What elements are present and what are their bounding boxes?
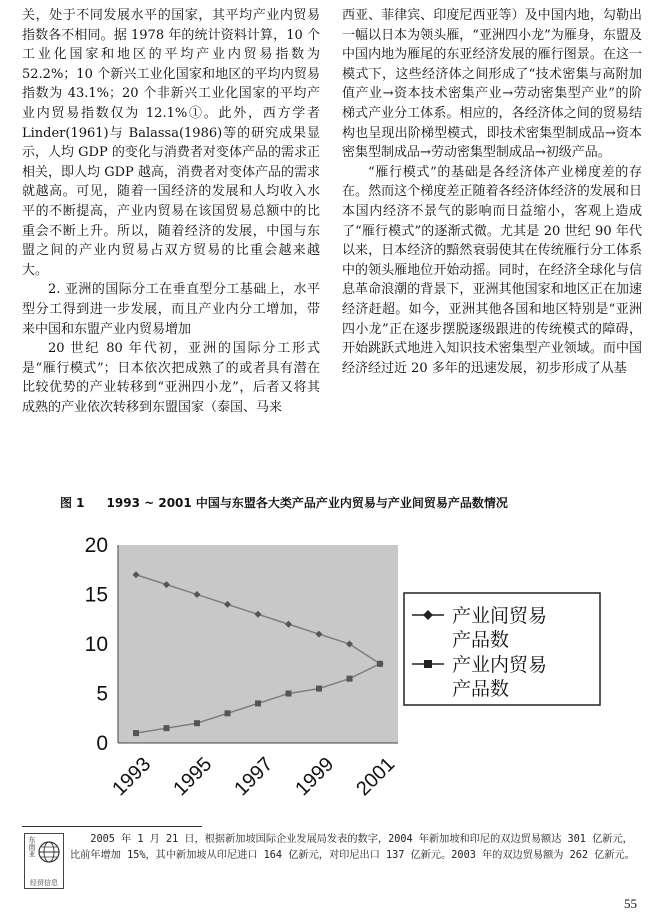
legend-label-inter-line2: 产品数 xyxy=(452,629,510,651)
x-tick-label: 1999 xyxy=(291,753,339,801)
paragraph: 2. 亚洲的国际分工在垂直型分工基础上，水平型分工得到进一步发展，而且产业内分工增加，带来中国和东盟产业内贸易增加 xyxy=(22,282,320,337)
line-chart xyxy=(60,528,620,820)
data-point-series-1 xyxy=(194,720,200,726)
x-tick-label: 2001 xyxy=(352,753,400,801)
data-point-series-1 xyxy=(133,730,139,736)
data-point-series-1 xyxy=(377,661,383,667)
y-tick-label: 5 xyxy=(96,682,108,706)
footnote-text: 2005 年 1 月 21 日，根据新加坡国际企业发展局发表的数字，2004 年新加坡和印尼的双边贸易额达 301 亿新元，比前年增加 15%，其中新加坡从印尼进口 164 亿新元，对印尼出口 137 亿新元。2003 年的双边贸易额为 262 亿新元。 xyxy=(70,834,635,861)
paragraph: 20 世纪 80 年代初，亚洲的国际分工形式是“雁行模式”；日本依次把成熟了的或者具有潜在比较优势的产业转移到“亚洲四小龙”，后者又将其成熟的产业依次转移到东盟国家（泰国、马来 xyxy=(22,341,320,415)
footnote-divider xyxy=(22,826,202,827)
chart-legend xyxy=(404,593,600,705)
seal-vertical-text: 东南亚 xyxy=(28,836,36,857)
y-tick-label: 0 xyxy=(96,732,108,755)
paragraph: 西亚、菲律宾、印度尼西亚等）及中国内地，勾勒出一幅以日本为领头雁，“亚洲四小龙”为雁身，东盟及中国内地为雁尾的东亚经济发展的雁行图景。在这一模式下，这些经济体之间形成了“技术密集与高附加值产业→资本技术密集产业→劳动密集型产业”的阶梯式产业分工体系。相应的，各经济体之间的贸易结构也呈现出阶梯型模式，即技术密集型制成品→资本密集型制成品→劳动密集型制成品→初级产品。 xyxy=(342,8,642,161)
globe-icon xyxy=(37,840,61,864)
y-tick-label: 10 xyxy=(84,633,108,656)
y-tick-label: 15 xyxy=(84,583,108,607)
journal-seal-logo xyxy=(24,833,64,889)
legend-label-intra-line2: 产品数 xyxy=(452,678,510,700)
x-tick-label: 1995 xyxy=(169,753,217,801)
data-point-series-1 xyxy=(255,700,261,706)
x-tick-label: 1997 xyxy=(230,753,278,801)
figure-title: 1993 ~ 2001 中国与东盟各大类产品产业内贸易与产业间贸易产品数情况 xyxy=(106,496,508,510)
data-point-series-1 xyxy=(347,676,353,682)
data-point-series-1 xyxy=(164,725,170,731)
right-text-column xyxy=(342,6,642,378)
page-number: 55 xyxy=(624,896,637,911)
left-text-column xyxy=(22,6,320,417)
paragraph: 关，处于不同发展水平的国家，其平均产业内贸易指数各不相同。据 1978 年的统计资料计算，10 个工业化国家和地区的平均产业内贸易指数为 52.2%；10 个新兴工业化国家和地区的平均内贸易指数为 43.1%；20 个非新兴工业化国家的平均产业内贸易指数仅为 12.1%①。此外，西方学者 Linder(1961)与 Balassa(1986)等的研究成果显示，人均 GDP 的变化与消费者对变体产品的需求正相关，即人均 GDP 越高，消费者对变体产品的需求就越高。可见，随着一国经济的发展和人均收入水平的不断提高，产业内贸易在该国贸易总额中的比重会不断上升。所以，随着经济的发展，中国与东盟之间的产业内贸易占双方贸易的比重会越来越大。 xyxy=(22,8,320,278)
data-point-series-1 xyxy=(316,686,322,692)
plot-background xyxy=(118,545,398,743)
seal-bottom-text: 经贸信息 xyxy=(30,879,58,887)
data-point-series-1 xyxy=(225,710,231,716)
y-tick-label: 20 xyxy=(84,534,108,557)
x-tick-label: 1993 xyxy=(108,753,156,801)
figure-number: 图 1 xyxy=(60,496,85,510)
paragraph: “雁行模式”的基础是各经济体产业梯度差的存在。然而这个梯度差正随着各经济体经济的发展和日本国内经济不景气的影响而日益缩小，客观上造成了“雁行模式”的逐渐式微。尤其是 20 世纪 90 年代以来，日本经济的黯然衰弱使其在传统雁行分工体系中的领头雁地位开始动摇。同时，在经济全球化与信息革命浪潮的背景下，亚洲其他国家和地区正在加速经济赶超。如今，亚洲其他各国和地区特别是“亚洲四小龙”正在逐步摆脱逐级跟进的传统模式的障碍，开始跳跃式地进入知识技术密集型产业领域。而中国经济经过近 20 多年的迅速发展，初步形成了从基 xyxy=(342,164,642,376)
legend-label-intra-line1: 产业内贸易 xyxy=(452,654,548,676)
legend-label-inter-line1: 产业间贸易 xyxy=(452,605,548,627)
data-point-series-1 xyxy=(286,691,292,697)
figure-caption xyxy=(60,494,640,511)
legend-marker-square-icon xyxy=(424,660,432,668)
